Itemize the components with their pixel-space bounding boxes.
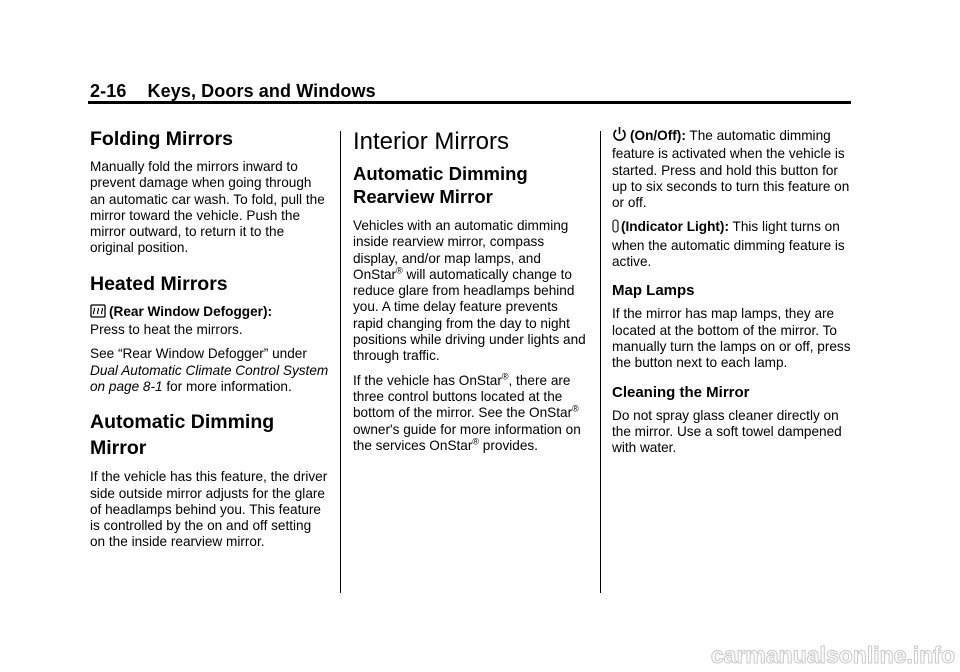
interior-mirrors-heading: Interior Mirrors [353, 128, 510, 155]
registered-mark: ® [472, 436, 480, 447]
cleaning-mirror-heading: Cleaning the Mirror [612, 383, 750, 401]
defogger-text: Press to heat the mirrors. [90, 322, 243, 338]
watermark-text: carmanualsonline.info [710, 642, 955, 668]
p2-text-c: owner's guide for more information on the services OnStar [353, 421, 581, 453]
registered-mark: ® [572, 403, 579, 414]
indicator-label: (Indicator Light): [621, 219, 729, 235]
on-off-text: The automatic dimming feature is activated when the vehicle is started. Press and hold this button for up to six seconds to turn this feature on or off. [612, 128, 850, 211]
p1-text-a: Vehicles with an automatic dimming inside rearview mirror, compass display, and/or map lamps, and OnStar [353, 218, 569, 282]
registered-mark: ® [501, 371, 509, 382]
rearview-heading-line2: Rearview Mirror [353, 186, 493, 207]
climate-control-reference: Dual Automatic Climate Control System on page 8-1 [90, 362, 329, 394]
registered-mark: ® [396, 265, 403, 276]
map-lamps-text: If the mirror has map lamps, they are located at the bottom of the mirror. To manually turn the lamps on or off, press the button next to each lamp. [612, 306, 851, 371]
p2-text-d: provides. [479, 437, 538, 453]
map-lamps-heading: Map Lamps [612, 282, 695, 300]
heated-mirrors-heading: Heated Mirrors [90, 272, 228, 295]
see-suffix: for more information. [162, 378, 292, 394]
cleaning-mirror-text: Do not spray glass cleaner directly on the mirror. Use a soft towel dampened with water. [612, 407, 842, 456]
p2-text-a: If the vehicle has OnStar [353, 372, 502, 388]
defogger-label: (Rear Window Defogger): [109, 303, 272, 319]
auto-dimming-text: If the vehicle has this feature, the driver side outside mirror adjusts for the glare of headlamps behind you. This feature is controlled by the on and off setting on the inside rearview mirror. [90, 469, 328, 550]
folding-mirrors-text: Manually fold the mirrors inward to prevent damage when going through an automatic car wash. To fold, pull the mirror toward the vehicle. Push the mirror outward, to return it to the original position. [90, 159, 325, 256]
chapter-title: Keys, Doors and Windows [147, 81, 376, 101]
folding-mirrors-heading: Folding Mirrors [90, 128, 233, 150]
auto-dimming-heading-line2: Mirror [90, 437, 147, 460]
rearview-heading-line1: Automatic Dimming [353, 163, 528, 184]
on-off-label: (On/Off): [630, 128, 686, 143]
see-prefix: See “Rear Window Defogger” under [90, 346, 307, 362]
auto-dimming-heading-line1: Automatic Dimming [90, 411, 275, 434]
p1-text-b: will automatically change to reduce glare from headlamps behind you. A time delay feature prevents rapid changing from the day to night positions while driving under lights and through traffic. [353, 266, 586, 364]
page-number: 2-16 [90, 81, 127, 101]
indicator-text: This light turns on when the automatic dimming feature is active. [612, 219, 845, 270]
p2-text-b: , there are three control buttons located at the bottom of the mirror. See the OnStar [353, 372, 573, 421]
